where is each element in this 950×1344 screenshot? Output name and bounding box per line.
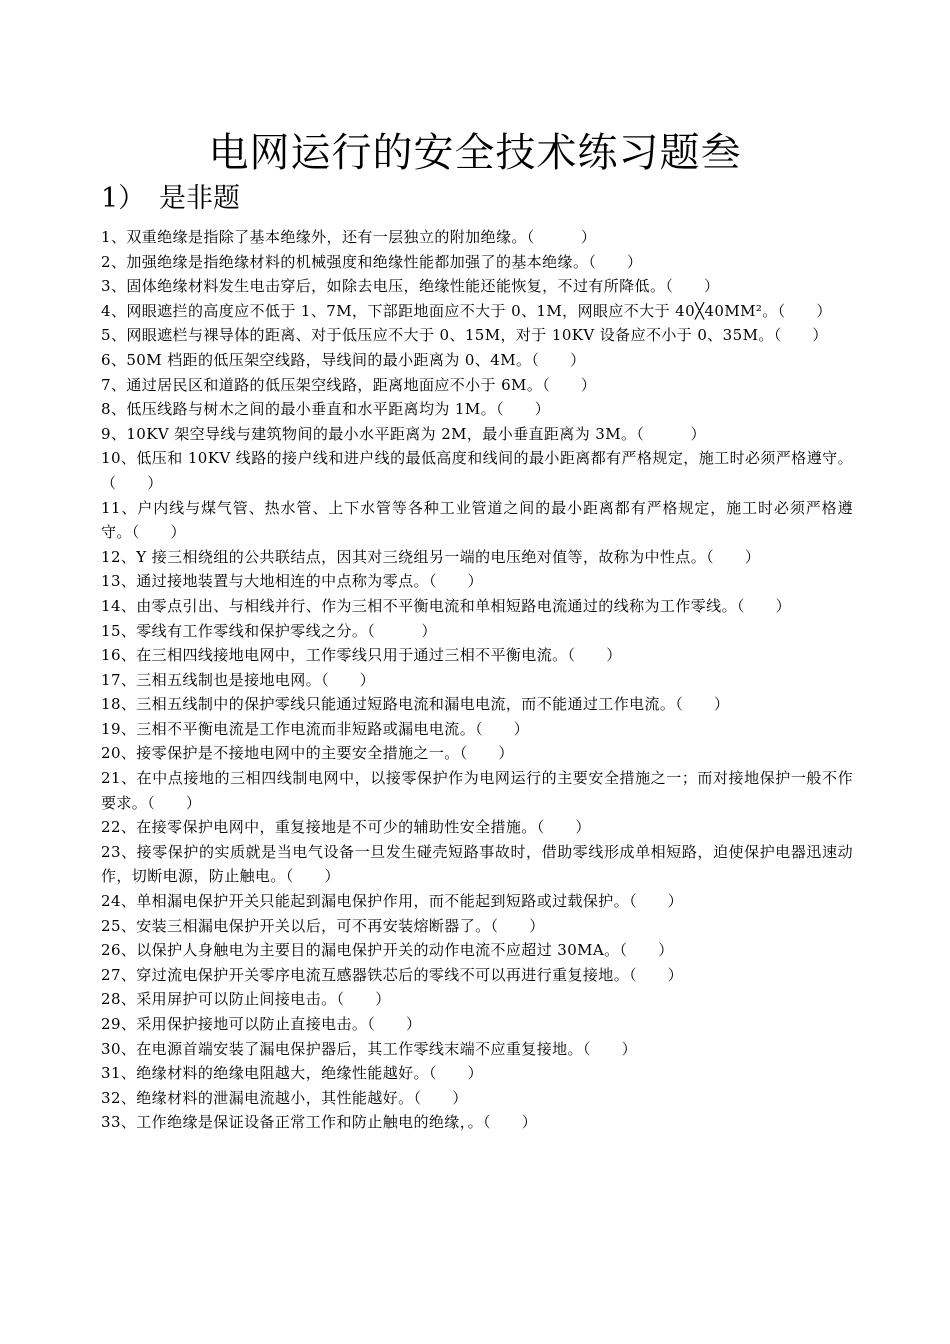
- question-item: 3、固体绝缘材料发生电击穿后，如除去电压，绝缘性能还能恢复，不过有所降低。（ ）: [101, 277, 720, 296]
- question-item: 25、安装三相漏电保护开关以后，可不再安装熔断器了。（ ）: [101, 916, 545, 935]
- question-item: 17、三相五线制也是接地电网。（ ）: [101, 670, 376, 689]
- question-item: 6、50M 档距的低压架空线路，导线间的最小距离为 0、4M。（ ）: [101, 350, 586, 369]
- section-heading: [101, 180, 240, 218]
- question-item: 15、零线有工作零线和保护零线之分。（ ）: [101, 621, 437, 640]
- question-item: 9、10KV 架空导线与建筑物间的最小水平距离为 2M，最小垂直距离为 3M。（ ）: [101, 424, 706, 443]
- question-item: 28、采用屏护可以防止间接电击。（ ）: [101, 990, 391, 1009]
- question-item: 31、绝缘材料的绝缘电阻越大，绝缘性能越好。（ ）: [101, 1064, 483, 1083]
- question-item: 22、在接零保护电网中，重复接地是不可少的辅助性安全措施。（ ）: [101, 818, 591, 837]
- document-title: 电网运行的安全技术练习题叁: [208, 130, 742, 176]
- question-item: 33、工作绝缘是保证设备正常工作和防止触电的绝缘，。（ ）: [101, 1113, 538, 1132]
- question-item: 20、接零保护是不接地电网中的主要安全措施之一。（ ）: [101, 744, 514, 763]
- question-item: 11、户内线与煤气管、热水管、上下水管等各种工业管道之间的最小距离都有严格规定，施工时必须严格遵守。（ ）: [101, 498, 853, 542]
- question-item: 5、网眼遮栏与裸导体的距离、对于低压应不大于 0、15M，对于 10KV 设备应不小于 0、35M。（ ）: [101, 326, 828, 345]
- question-item: 1、双重绝缘是指除了基本绝缘外，还有一层独立的附加绝缘。（ ）: [101, 228, 597, 246]
- question-item: 18、三相五线制中的保护零线只能通过短路电流和漏电电流，而不能通过工作电流。（ ）: [101, 695, 730, 714]
- question-item: 8、低压线路与树木之间的最小垂直和水平距离均为 1M。（ ）: [101, 400, 551, 419]
- question-item: 26、以保护人身触电为主要目的漏电保护开关的动作电流不应超过 30MA。（ ）: [101, 941, 674, 960]
- question-list: [101, 225, 853, 1135]
- question-item: 12、Y 接三相绕组的公共联结点，因其对三绕组另一端的电压绝对值等，故称为中性点。（ ）: [101, 547, 761, 566]
- question-item: 29、采用保护接地可以防止直接电击。（ ）: [101, 1015, 422, 1033]
- question-item: 2、加强绝缘是指绝缘材料的机械强度和绝缘性能都加强了的基本绝缘。（ ）: [101, 252, 643, 271]
- question-item: 21、在中点接地的三相四线制电网中，以接零保护作为电网运行的主要安全措施之一；而对接地保护一般不作要求。（ ）: [101, 769, 853, 812]
- question-item: 23、接零保护的实质就是当电气设备一旦发生碰壳短路事故时，借助零线形成单相短路，迫使保护电器迅速动作，切断电源，防止触电。（ ）: [101, 842, 853, 886]
- section-label: 是非题: [159, 183, 240, 214]
- question-item: 4、网眼遮拦的高度应不低于 1、7M，下部距地面应不大于 0、1M，网眼应不大于 40╳40MM²。（ ）: [101, 301, 832, 320]
- question-item: 19、三相不平衡电流是工作电流而非短路或漏电电流。（ ）: [101, 719, 530, 738]
- question-item: 30、在电源首端安装了漏电保护器后，其工作零线末端不应重复接地。（ ）: [101, 1039, 637, 1058]
- section-number: 1）: [101, 183, 146, 214]
- question-item: 10、低压和 10KV 线路的接户线和进户线的最低高度和线间的最小距离都有严格规定，施工时必须严格遵守。（ ）: [101, 449, 853, 492]
- question-item: 13、通过接地装置与大地相连的中点称为零点。（ ）: [101, 572, 483, 591]
- question-item: 32、绝缘材料的泄漏电流越小，其性能越好。（ ）: [101, 1088, 468, 1107]
- question-item: 7、通过居民区和道路的低压架空线路，距离地面应不小于 6M。（ ）: [101, 375, 597, 394]
- question-item: 16、在三相四线接地电网中，工作零线只用于通过三相不平衡电流。（ ）: [101, 646, 622, 665]
- question-item: 27、穿过流电保护开关零序电流互感器铁芯后的零线不可以再进行重复接地。（ ）: [101, 965, 684, 984]
- question-item: 14、由零点引出、与相线并行、作为三相不平衡电流和单相短路电流通过的线称为工作零线。（ ）: [101, 596, 791, 615]
- question-item: 24、单相漏电保护开关只能起到漏电保护作用，而不能起到短路或过载保护。（ ）: [101, 892, 684, 911]
